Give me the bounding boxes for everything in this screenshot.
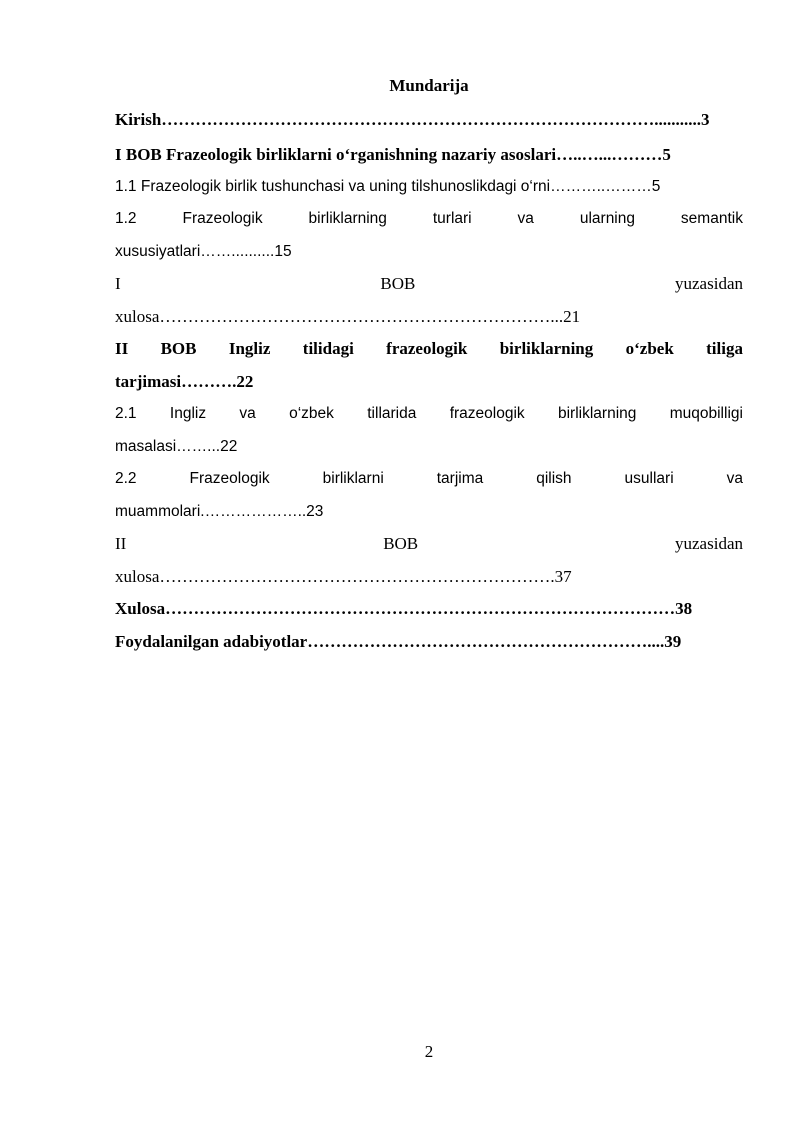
toc-entry-section-2-2-continuation: muammolari.………………..23 bbox=[115, 503, 324, 520]
toc-entry-bob1-xulosa-continuation: xulosa……………………………………………………………...21 bbox=[115, 307, 581, 326]
toc-entry-bob1-xulosa bbox=[115, 274, 743, 294]
toc-entry-section-1-1: 1.1 Frazeologik birlik tushunchasi va uning tilshunoslikdagi o‘rni………..………5 bbox=[115, 178, 661, 195]
toc-entry-section-2-1-continuation: masalasi……...22 bbox=[115, 438, 238, 455]
toc-word: II bbox=[115, 534, 127, 553]
toc-word: semantik bbox=[680, 210, 743, 227]
toc-word: birliklarning bbox=[557, 405, 637, 422]
toc-word: yuzasidan bbox=[675, 274, 743, 293]
toc-word: tiliga bbox=[706, 339, 743, 358]
toc-entry-section-2-2 bbox=[115, 469, 743, 489]
toc-word: Ingliz bbox=[169, 405, 207, 422]
toc-entry-bob2-xulosa-continuation: xulosa…………………………………………………………….37 bbox=[115, 567, 572, 586]
toc-word: BOB bbox=[383, 534, 419, 553]
toc-word: usullari bbox=[624, 470, 674, 487]
toc-word: o‘zbek bbox=[625, 339, 674, 358]
toc-word: tarjima bbox=[436, 470, 484, 487]
toc-word: va bbox=[239, 405, 256, 422]
toc-word: Frazeologik bbox=[189, 470, 270, 487]
toc-word: frazeologik bbox=[386, 339, 468, 358]
toc-word: 2.2 bbox=[115, 470, 137, 487]
toc-word: Frazeologik bbox=[182, 210, 263, 227]
toc-word: va bbox=[517, 210, 534, 227]
page-number: 2 bbox=[424, 1042, 434, 1061]
toc-entry-section-2-1 bbox=[115, 404, 743, 424]
toc-entry-bob2 bbox=[115, 339, 743, 359]
toc-word: I bbox=[115, 274, 121, 293]
toc-entry-adabiyotlar: Foydalanilgan adabiyotlar……………………………………………………....39 bbox=[115, 632, 682, 651]
toc-entry-kirish: Kirish……………………………………………………………………………...........3 bbox=[115, 110, 710, 129]
toc-word: II bbox=[115, 339, 129, 358]
toc-entry-xulosa: Xulosa………………………………………………………………………………38 bbox=[115, 599, 693, 618]
toc-entry-bob2-xulosa bbox=[115, 534, 743, 554]
toc-word: tilidagi bbox=[302, 339, 354, 358]
toc-word: tillarida bbox=[367, 405, 417, 422]
toc-word: ularning bbox=[579, 210, 635, 227]
toc-entry-bob1: I BOB Frazeologik birliklarni o‘rganishning nazariy asoslari…..…...………5 bbox=[115, 145, 671, 164]
toc-word: turlari bbox=[432, 210, 472, 227]
toc-word: 2.1 bbox=[115, 405, 137, 422]
toc-word: BOB bbox=[160, 339, 197, 358]
toc-word: frazeologik bbox=[449, 405, 525, 422]
toc-word: 1.2 bbox=[115, 210, 137, 227]
toc-word: yuzasidan bbox=[675, 534, 743, 553]
toc-word: BOB bbox=[380, 274, 416, 293]
toc-entry-section-1-2-continuation: xususiyatlari……..........15 bbox=[115, 243, 292, 260]
toc-entry-bob2-continuation: tarjimasi……….22 bbox=[115, 372, 254, 391]
toc-word: va bbox=[726, 470, 743, 487]
toc-word: o‘zbek bbox=[289, 405, 334, 422]
toc-word: Ingliz bbox=[228, 339, 271, 358]
toc-word: muqobilligi bbox=[669, 405, 743, 422]
toc-entry-section-1-2 bbox=[115, 209, 743, 229]
toc-word: birliklarni bbox=[322, 470, 384, 487]
toc-word: birliklarning bbox=[308, 210, 387, 227]
toc-word: birliklarning bbox=[499, 339, 594, 358]
toc-word: qilish bbox=[536, 470, 572, 487]
toc-title: Mundarija bbox=[389, 76, 469, 95]
